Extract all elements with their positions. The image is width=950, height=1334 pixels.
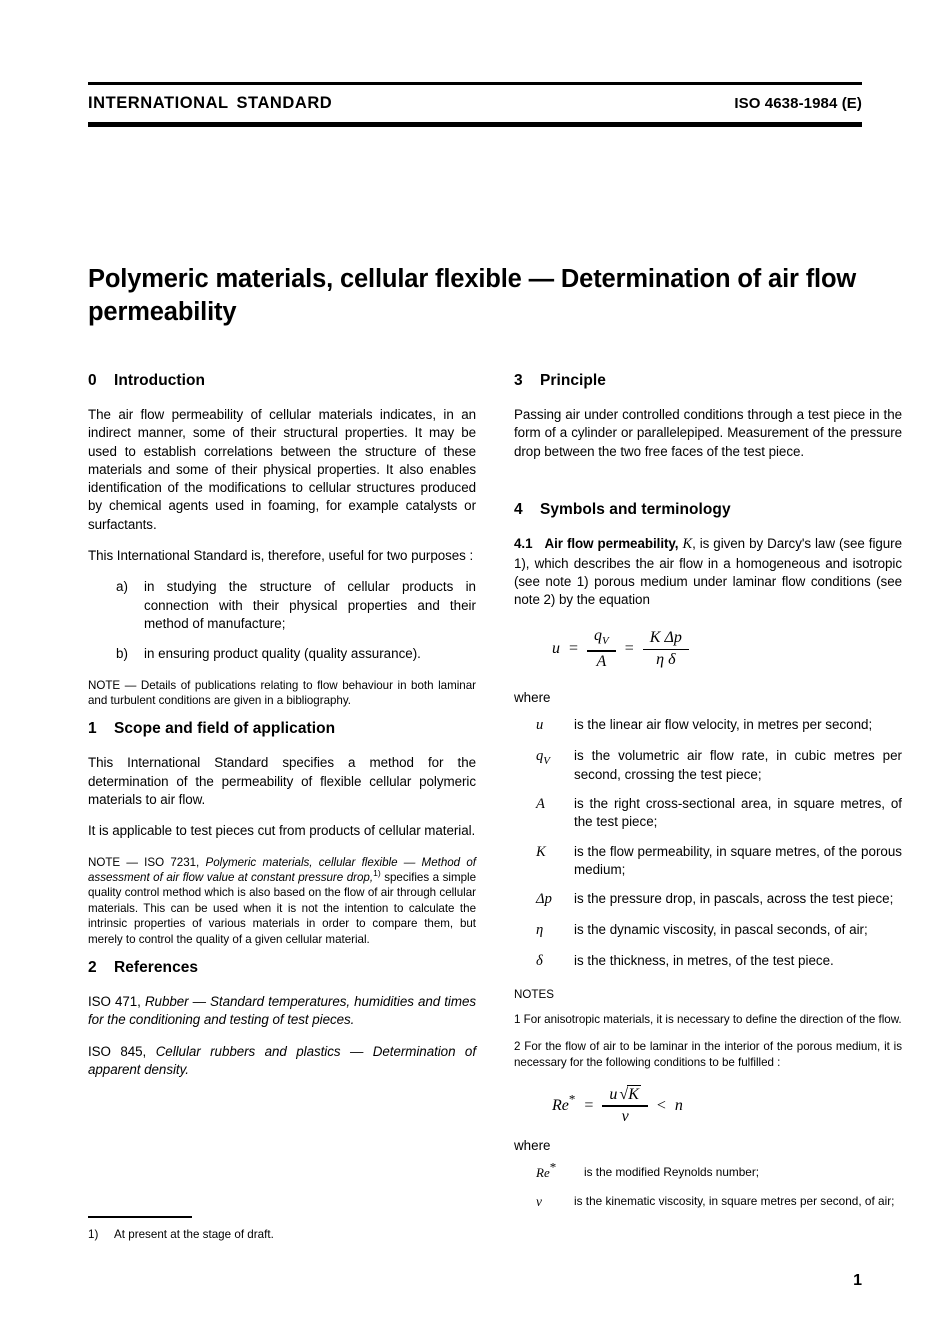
where-label-2: where (514, 1138, 551, 1154)
definition-a (514, 795, 902, 832)
equation-2-less-than: < (656, 1097, 666, 1115)
definition-eta (514, 921, 902, 941)
section-heading-scope (88, 720, 476, 738)
intro-list-item-a (116, 578, 476, 633)
definition-text-k: is the flow permeability, in square metres, of the porous medium; (574, 843, 902, 877)
equation-2-re: Re (552, 1097, 569, 1115)
definition-symbol-delta-p: Δp (536, 891, 552, 908)
section-title-1: Scope and field of application (114, 720, 336, 738)
scope-note-suffix: specifies a simple quality control method which is also based on the flow of air through cellular materials. This can be used when it is not the intention to calculate the intrinsic properties of various materials in order to compare them, but merely to control the quality of a given cellular material. (88, 870, 476, 946)
page-number: 1 (853, 1272, 862, 1289)
where-label-1: where (514, 690, 551, 706)
equation-1-equals-2: = (624, 640, 634, 658)
section-heading-symbols (514, 501, 902, 519)
list-text-a: in studying the structure of cellular products in connection with their physical properties and their method of manufacture; (144, 579, 476, 631)
scope-note-prefix: NOTE — ISO 7231, (88, 855, 206, 869)
scope-paragraph-2: It is applicable to test pieces cut from products of cellular material. (88, 823, 476, 839)
note-2: 2 For the flow of air to be laminar in the interior of the porous medium, it is necessary for the following conditions to be fulfilled : (514, 1040, 902, 1069)
section-title-0: Introduction (114, 372, 205, 389)
reference-1-prefix: ISO 471, (88, 994, 145, 1009)
symbol-definitions-list-1 (514, 716, 902, 971)
equation-2-rhs: n (674, 1097, 683, 1115)
equation-2-denominator: ν (621, 1107, 629, 1125)
header-top-rule (88, 82, 862, 85)
equation-1-bar-2 (643, 649, 689, 650)
section-title-2: References (114, 959, 199, 976)
equation-1-numerator-1 (587, 628, 616, 648)
clause-4-1 (514, 535, 902, 610)
definition-symbol-a: A (536, 795, 545, 812)
equation-1-denominator-1: A (596, 652, 607, 670)
section-number-0: 0 (88, 372, 97, 389)
section-number-1: 1 (88, 720, 97, 738)
clause-rest-4-1: , is given by Darcy's law (see figure 1), which describes the air flow in a homogeneous and isotropic (see note 1) porous medium under laminar flow conditions (see note 2) by the equation (514, 535, 902, 608)
reference-2-title: Cellular rubbers and plastics — Determination of apparent density. (88, 1043, 476, 1077)
list-label-a: a) (116, 579, 128, 595)
definition-text-u: is the linear air flow velocity, in metres per second; (574, 717, 873, 733)
definition-symbol-delta: δ (536, 952, 543, 969)
definition-text-nu: is the kinematic viscosity, in square metres per second, of air; (574, 1193, 895, 1208)
scope-note-footnote-marker: 1) (373, 868, 381, 879)
definition-text-eta: is the dynamic viscosity, in pascal seconds, of air; (574, 922, 868, 938)
reference-2-prefix: ISO 845, (88, 1043, 156, 1059)
header-standard-number: ISO 4638-1984 (E) (734, 94, 862, 112)
equation-2-star: * (568, 1091, 576, 1107)
section-number-4: 4 (514, 500, 523, 518)
equation-2-fraction (602, 1087, 647, 1126)
equation-1-denominator-2: η δ (656, 651, 676, 669)
definition-delta (514, 952, 902, 972)
equation-1-q: q (594, 627, 603, 645)
definition-symbol-k: K (536, 843, 546, 860)
symbol-definitions-list-2 (514, 1159, 902, 1211)
principle-paragraph: Passing air under controlled conditions through a test piece in the form of a cylinder or parallelepiped. Measurement of the pressure drop between the two free faces of the test piece. (514, 407, 902, 459)
equation-1-q-subscript: V (602, 635, 609, 648)
equation-1-bar-1 (587, 650, 616, 651)
equation-darcy-law (514, 625, 902, 673)
equation-1-numerator-2: K Δp (649, 628, 682, 646)
definition-qv (514, 747, 902, 784)
notes-heading: NOTES (514, 987, 554, 1001)
note-1: 1 For anisotropic materials, it is necessary to define the direction of the flow. (514, 1012, 902, 1026)
equation-reynolds-number (514, 1084, 902, 1128)
list-text-b: in ensuring product quality (quality assurance). (144, 646, 421, 662)
definition-text-delta: is the thickness, in metres, of the test piece. (574, 952, 834, 968)
list-label-b: b) (116, 646, 128, 662)
definition-delta-p (514, 890, 902, 910)
definition-re-star (514, 1159, 902, 1182)
intro-list-item-b (116, 645, 476, 663)
equation-2-sqrt (617, 1087, 640, 1104)
equation-2-lhs (552, 1091, 576, 1115)
definition-symbol-qv: $q_V$ (536, 748, 551, 768)
definition-symbol-eta: η (536, 922, 544, 939)
intro-note: NOTE — Details of publications relating to flow behaviour in both laminar and turbulent conditions are given in a bibliography. (88, 678, 476, 707)
definition-text-re-star: is the modified Reynolds number; (584, 1165, 760, 1180)
equation-1-equals-1: = (569, 640, 579, 658)
reference-1-title: Rubber — Standard temperatures, humidities and times for the conditioning and testing of test pieces. (88, 994, 476, 1028)
section-heading-references (88, 959, 476, 977)
radical-icon: √ (619, 1085, 629, 1103)
clause-symbol-K: K (682, 535, 693, 552)
footnote-marker: 1) (88, 1228, 99, 1241)
definition-symbol-re-star: Re* (536, 1159, 557, 1181)
header-bottom-rule (88, 122, 862, 127)
left-column (88, 372, 476, 1079)
intro-paragraph-1: The air flow permeability of cellular materials indicates, in an indirect manner, some of their structural properties. It may be used to establish correlations between the structure of these materials and some of their physical properties. It also enables identification of the modifications to cellular structures produced by chemical agents used in foaming, for example catalysts or surfactants. (88, 407, 476, 532)
equation-1-fraction-2 (643, 630, 689, 669)
section-title-3: Principle (540, 372, 606, 389)
right-column (514, 372, 902, 1222)
equation-1-lhs: u (552, 640, 560, 658)
equation-2-bar (602, 1105, 647, 1106)
section-heading-principle (514, 372, 902, 390)
definition-text-qv: is the volumetric air flow rate, in cubic metres per second, crossing the test piece; (574, 748, 902, 782)
definition-u (514, 716, 902, 736)
header-standard-label: INTERNATIONAL STANDARD (88, 93, 333, 112)
section-heading-introduction (88, 372, 476, 390)
footnote-text: At present at the stage of draft. (114, 1228, 274, 1241)
reference-iso-471 (88, 993, 476, 1030)
equation-2-u: u (609, 1085, 618, 1103)
equation-1-fraction-1 (587, 628, 616, 670)
equation-2-equals: = (584, 1097, 594, 1115)
page-header (88, 88, 862, 118)
intro-paragraph-2: This International Standard is, therefore, useful for two purposes : (88, 548, 474, 564)
definition-symbol-nu: ν (536, 1193, 542, 1209)
definition-text-delta-p: is the pressure drop, in pascals, across the test piece; (574, 891, 894, 907)
definition-text-a: is the right cross-sectional area, in square metres, of the test piece; (574, 795, 902, 830)
reference-iso-845 (88, 1043, 476, 1080)
equation-2-radicand: K (628, 1085, 639, 1103)
section-number-3: 3 (514, 372, 523, 389)
section-title-4: Symbols and terminology (540, 500, 731, 518)
definition-symbol-u: u (536, 717, 544, 734)
equation-2-numerator (602, 1087, 647, 1104)
scope-note-title: Polymeric materials, cellular flexible — Method of assessment of air flow value at constant pressure drop, (88, 855, 476, 884)
document-title: Polymeric materials, cellular flexible — Determination of air flow permeability (88, 265, 857, 327)
clause-number-4-1: 4.1 (514, 535, 533, 551)
definition-k (514, 843, 902, 880)
section-number-2: 2 (88, 959, 97, 976)
definition-nu (514, 1193, 902, 1211)
footnote (88, 1228, 488, 1241)
scope-note (88, 855, 476, 947)
clause-term-4-1: Air flow permeability, (544, 535, 679, 551)
scope-paragraph-1: This International Standard specifies a method for the determination of the permeability of flexible cellular polymeric materials to air flow. (88, 755, 476, 807)
footnote-separator-rule (88, 1216, 192, 1218)
